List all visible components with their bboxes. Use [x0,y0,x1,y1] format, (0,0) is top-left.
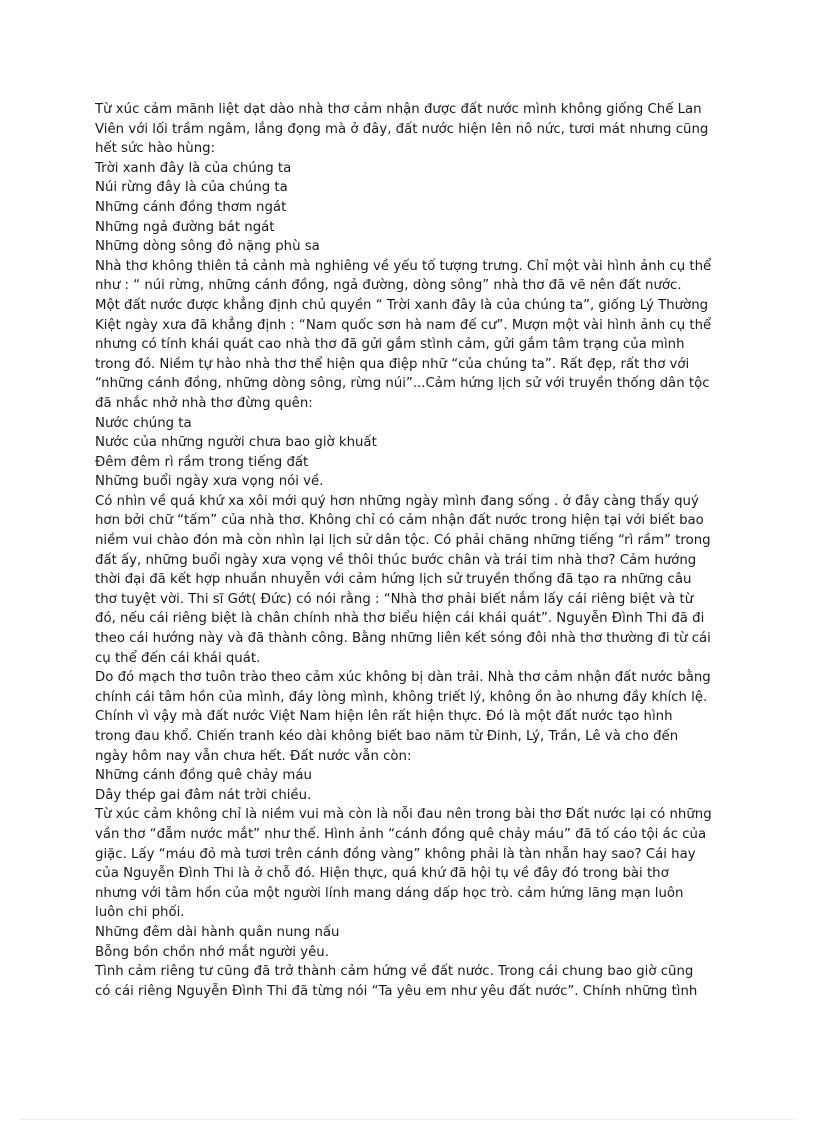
text-line: đó, nếu cái riêng biệt là chân chính nhà thơ biểu hiện cái khái quát”. Nguyễn Đình Thi đã đi [95,611,705,627]
document-body [95,100,725,1001]
text-line: Do đó mạch thơ tuôn trào theo cảm xúc không bị dàn trải. Nhà thơ cảm nhận đất nước bằng [95,670,711,686]
text-line: Bỗng bồn chồn nhớ mắt người yêu. [95,944,329,960]
text-line: Những dòng sông đỏ nặng phù sa [95,239,320,255]
text-line: Từ xúc cảm mãnh liệt dạt dào nhà thơ cảm nhận được đất nước mình không giống Chế Lan [95,102,702,117]
text-line: trong đau khổ. Chiến tranh kéo dài không biết bao năm từ Đinh, Lý, Trần, Lê và cho đến [95,729,679,744]
text-line: Những buổi ngày xưa vọng nói về. [95,474,324,490]
text-line: thơ tuyệt vời. Thi sĩ Gớt( Đức) có nói rằng : “Nhà thơ phải biết nắm lấy cái riêng biệt và từ [95,591,694,607]
text-line: Kiệt ngày xưa đã khẳng định : “Nam quốc sơn hà nam đế cư”. Mượn một vài hình ảnh cụ thể [95,317,712,333]
text-line: Dây thép gai đâm nát trời chiều. [95,787,312,803]
text-line: Nước chúng ta [95,415,192,431]
text-line: vần thơ “đẫm nước mắt” như thế. Hình ảnh “cánh đồng quê chảy máu” đã tố cáo tội ác của [95,826,707,842]
text-line: Một đất nước được khẳng định chủ quyền “ Trời xanh đây là của chúng ta”, giống Lý Thường [95,297,709,313]
text-line: có cái riêng Nguyễn Đình Thi đã từng nói “Ta yêu em như yêu đất nước”. Chính những tình [95,983,698,999]
text-line: trong đó. Niềm tự hào nhà thơ thể hiện qua điệp nhữ “của chúng ta”. Rất đẹp, rất thơ với [95,356,690,372]
text-line: Những cánh đồng thơm ngát [95,199,287,215]
text-line: chính cái tâm hồn của mình, đáy lòng mình, không triết lý, không ồn ào nhưng đầy khích lệ. [95,689,708,705]
text-line: Nước của những người chưa bao giờ khuất [95,435,377,451]
text-line: theo cái hướng này và đã thành công. Bằng những liên kết sóng đôi nhà thơ thường đi từ cái [95,631,711,647]
text-line: Tình cảm riêng tư cũng đã trở thành cảm hứng về đất nước. Trong cái chung bao giờ cũng [95,964,694,980]
text-line: Núi rừng đây là của chúng ta [95,180,288,196]
text-line: Chính vì vậy mà đất nước Việt Nam hiện lên rất hiện thực. Đó là một đất nước tạo hình [95,709,673,725]
text-line: hết sức hào hùng: [95,141,216,157]
text-line: của Nguyễn Đình Thi là ở chỗ đó. Hiện thực, quá khứ đã hội tụ về đây đó trong bài thơ [95,866,669,882]
text-line: giặc. Lấy “máu đỏ mà tươi trên cánh đồng vàng” không phải là tàn nhẫn hay sao? Cái hay [95,846,696,862]
text-line: Đêm đêm rì rầm trong tiếng đất [95,454,309,470]
text-line: cụ thể đến cái khái quát. [95,650,261,666]
text-line: Những đêm dài hành quân nung nấu [95,924,340,940]
text-line: Từ xúc cảm không chỉ là niềm vui mà còn là nỗi đau nên trong bài thơ Đất nước lại có những [95,807,712,823]
text-line: Những cánh đồng quê chảy máu [95,768,312,784]
text-line: như : “ núi rừng, những cánh đồng, ngả đường, dòng sông” nhà thơ đã vẽ nên đất nước. [95,278,682,294]
text-line: thời đại đã kết hợp nhuần nhuyễn với cảm hứng lịch sử truyền thống đã tạo ra những câu [95,572,692,588]
text-line: Viên với lối trầm ngâm, lắng đọng mà ở đây, đất nước hiện lên nô nức, tươi mát nhưng cũng [95,121,709,137]
text-line: đất ấy, những buổi ngày xưa vọng về thôi thúc bước chân và trái tim nhà thơ? Cảm hướng [95,552,697,568]
text-line: “những cánh đồng, những dòng sông, rừng núi”...Cảm hứng lịch sử với truyền thống dân tộc [95,376,710,392]
text-line: luôn chi phối. [95,905,185,921]
text-line: đã nhắc nhở nhà thơ đừng quên: [95,395,313,411]
text-line: hơn bởi chữ “tấm” của nhà thơ. Không chỉ có cảm nhận đất nước trong hiện tại với biết bao [95,513,704,529]
text-line: Nhà thơ không thiên tả cảnh mà nghiêng về yếu tố tượng trưng. Chỉ một vài hình ảnh cụ thể [95,258,712,274]
text-line: nhưng có tính khái quát cao nhà thơ đã gửi gắm stình cảm, gửi gắm tâm trạng của mình [95,337,685,353]
text-line: Những ngả đường bát ngát [95,219,275,235]
text-line: ngày hôm nay vẫn chưa hết. Đất nước vẫn còn: [95,748,412,764]
text-line: niềm vui chào đón mà còn nhìn lại lịch sử dân tộc. Có phải chăng những tiếng “rì rầm” trong [95,533,711,549]
text-line: nhưng với tâm hồn của một người lính mang dáng dấp học trò. cảm hứng lãng mạn luôn [95,885,684,901]
text-line: Trời xanh đây là của chúng ta [95,160,292,176]
page-footer-divider [20,1119,796,1120]
text-line: Có nhìn về quá khứ xa xôi mới quý hơn những ngày mình đang sống . ở đây càng thấy quý [95,493,699,509]
